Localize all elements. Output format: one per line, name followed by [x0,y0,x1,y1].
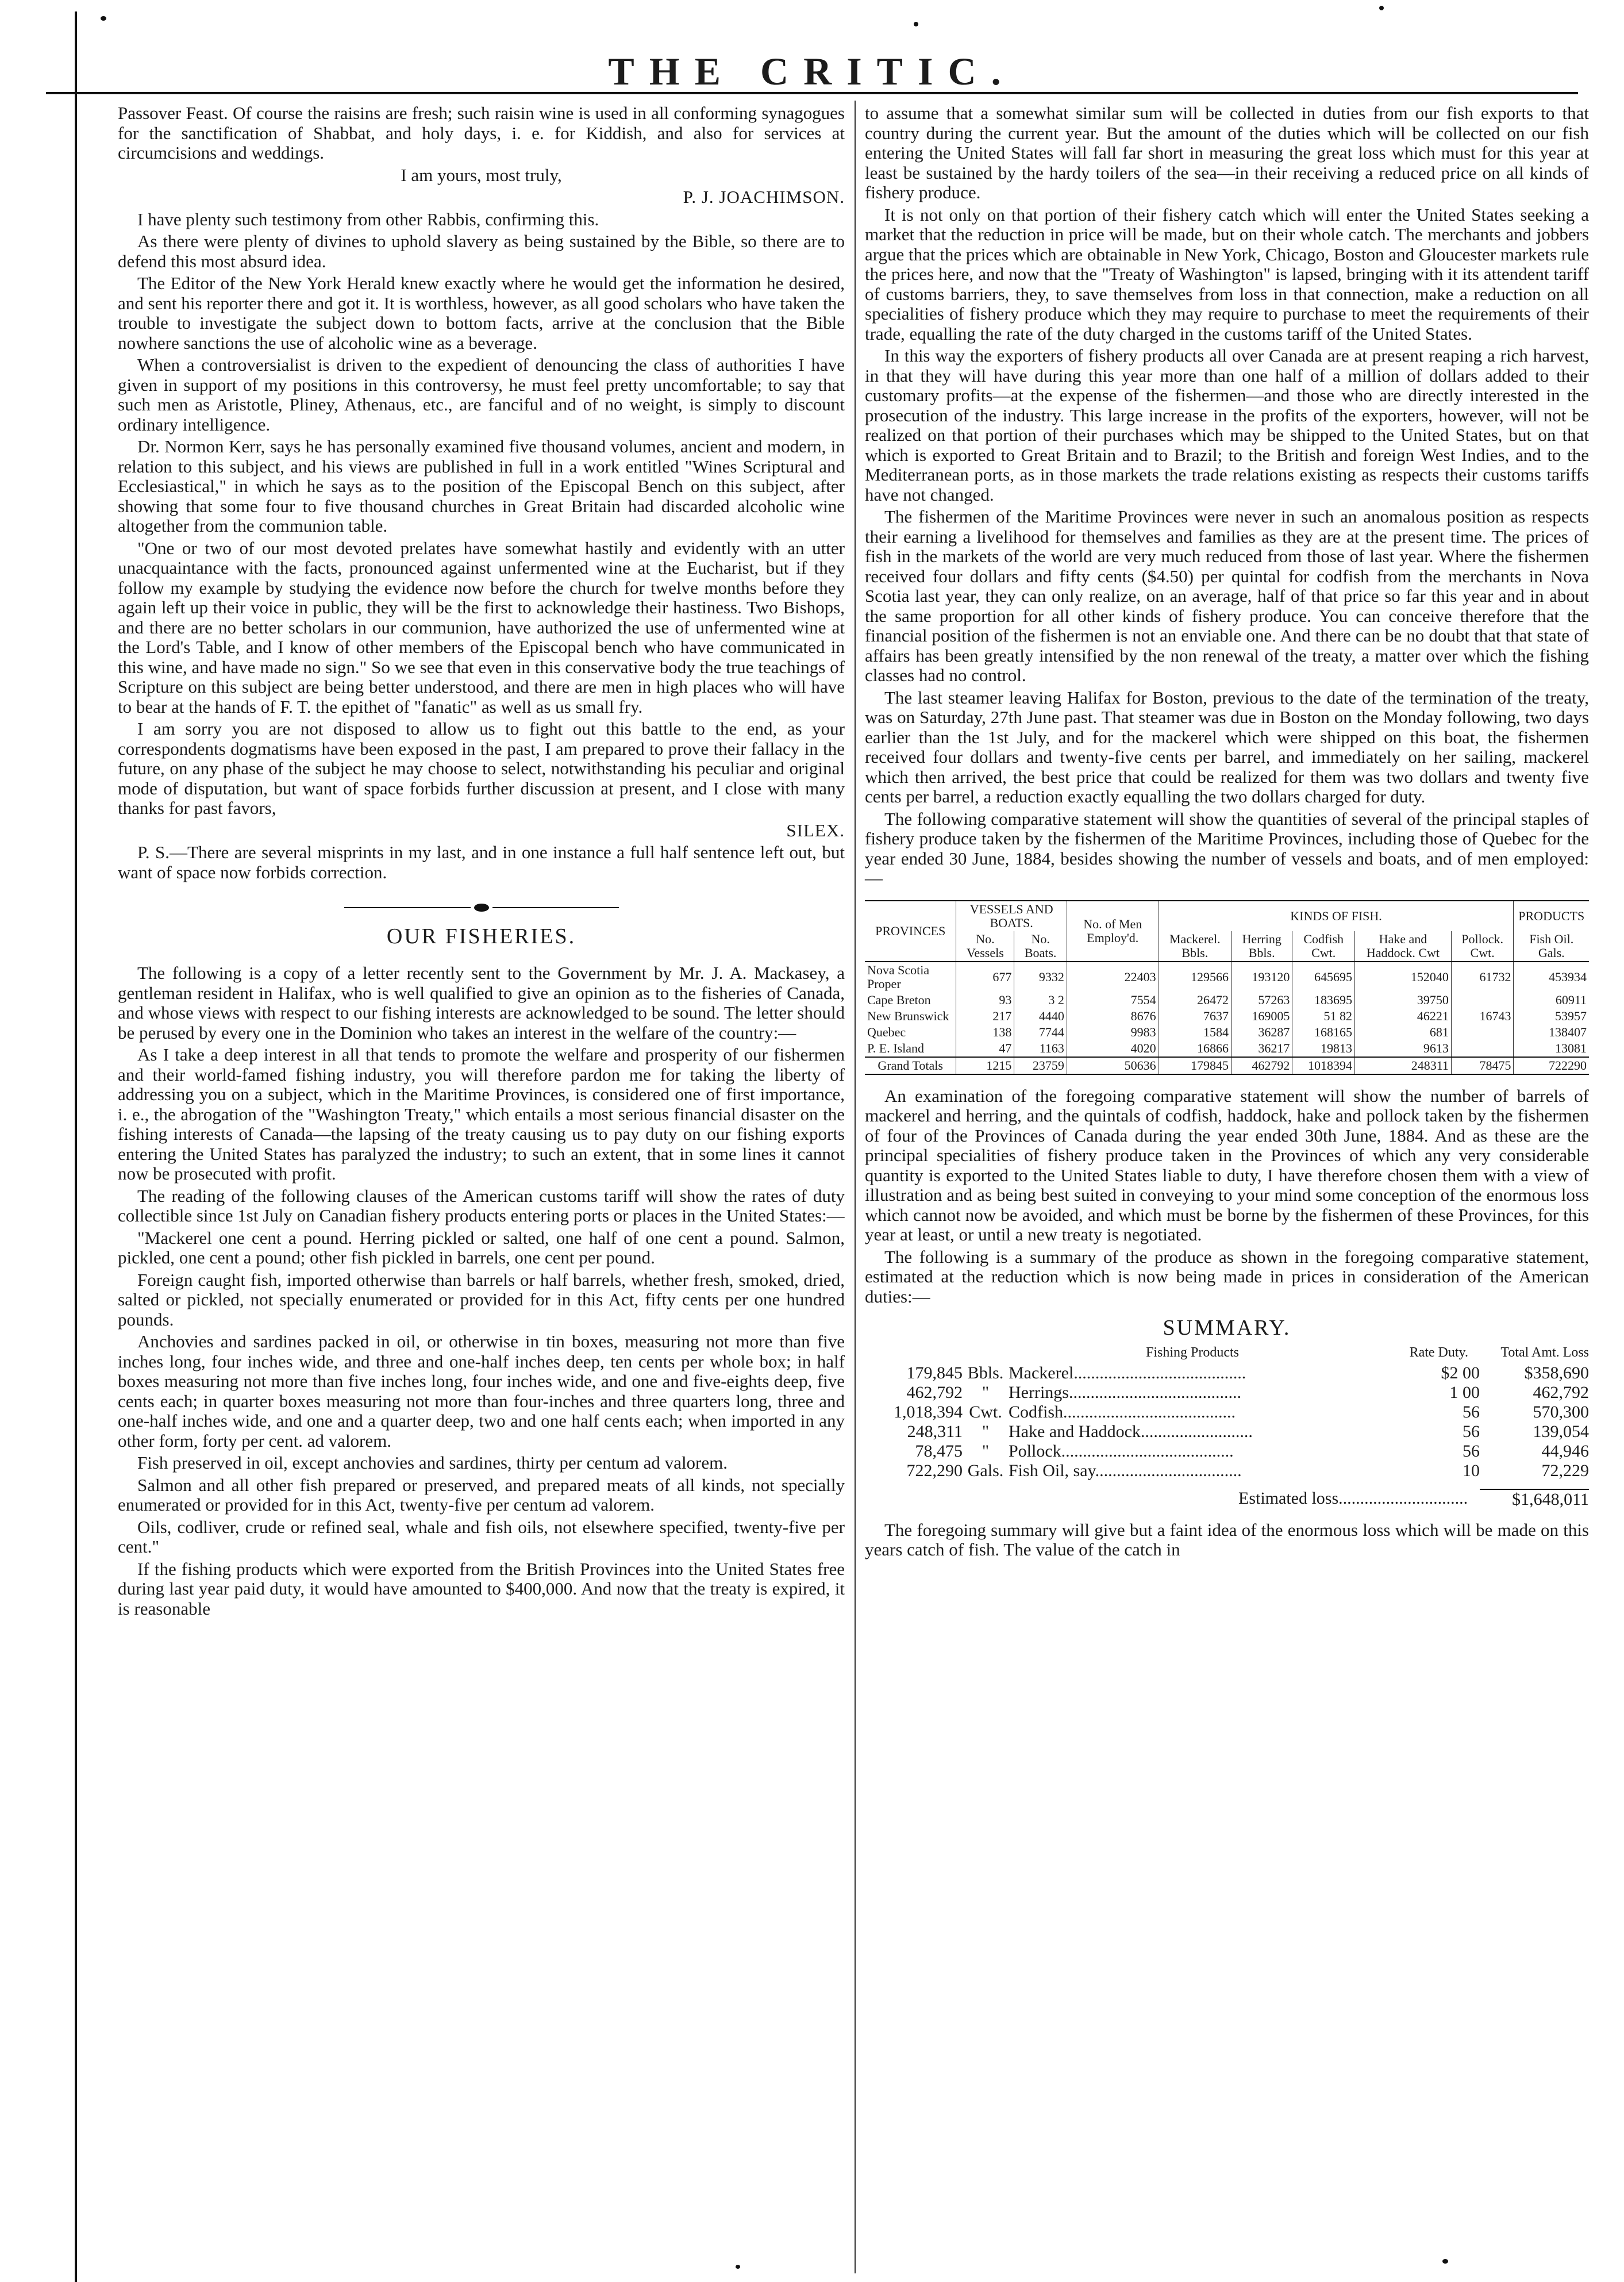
cell-oil: 13081 [1514,1040,1589,1057]
summary-estimated-loss [865,1489,1589,1510]
summary-header-rate: Rate Duty. [1409,1344,1468,1360]
cell-men: 8676 [1067,1008,1159,1024]
header-products: PRODUCTS [1514,901,1589,931]
cell-vessels: 138 [956,1024,1014,1040]
summary-total-value: $1,648,011 [1480,1489,1589,1510]
paragraph: An examination of the foregoing comparative statement will show the number of barrels of mackerel and herring, and the quintals of codfish, haddock, hake and pollock taken by the fishermen of four of the Provinces of Canada during the year ended 30th June, 1884. And as these are the principal specialities of fishery produce taken in the Provinces of which any very considerable quantity is exported to the United States liable to duty, I have therefore chosen them with a view of illustration and as being best suited in conveying to your mind some conception of the enormous loss which cannot now be avoided, and which must be borne by the fishermen of these Provinces, for this year at least, or until a new treaty is negotiated. [865,1085,1589,1244]
header-herring: Herring Bbls. [1232,931,1292,962]
cell-herring: 57263 [1232,992,1292,1008]
summary-qty: 462,792 [906,1383,963,1402]
paragraph: As there were plenty of divines to uphold slavery as being sustained by the Bible, so there are to defend this most absurd idea. [118,231,845,271]
print-speck [101,16,106,21]
table-row [865,1024,1589,1040]
cell-mackerel: 1584 [1159,1024,1231,1040]
cell-men: 22403 [1067,962,1159,992]
summary-rate: $2 00 [1441,1363,1480,1382]
cell-boats: 9332 [1014,962,1067,992]
cell-men: 4020 [1067,1040,1159,1057]
cell-hake: 681 [1355,1024,1452,1040]
left-column [118,103,845,1621]
cell-mackerel: 7637 [1159,1008,1231,1024]
paragraph: "One or two of our most devoted prelates have somewhat hastily and evidently with an utter unacquaintance with the facts, pronounced against unfermented wine at the Eucharist, but if they follow my example by studying the evidence now before the church for twelve months before they again left up their voice in public, they will be the first to acknowledge their hastiness. Two Bishops, and there are no better scholars in our communion, have authorized the use of unfermented wine at the Lord's Table, and I know of other members of the Episcopal bench who have communicated in this wine, and have made no sign." So we see that even in this conservative body the true teachings of Scripture on this subject are being better understood, and there are men in high places who will have to bear at the hands of F. T. the epithet of "fanatic" as well as us small fry. [118,537,845,717]
cell-mackerel: 129566 [1159,962,1231,992]
paragraph: The following comparative statement will show the quantities of several of the principal staples of fishery produce taken by the fishermen of the Maritime Provinces, including those of Quebec for the year ended 30 June, 1884, besides showing the number of vessels and boats, and of men employed:— [865,808,1589,888]
section-title: OUR FISHERIES. [386,924,576,948]
cell-total-oil: 722290 [1514,1057,1589,1074]
cell-oil: 60911 [1514,992,1589,1008]
cell-vessels: 677 [956,962,1014,992]
summary-unit: " [982,1383,990,1402]
header-hake: Hake and Haddock. Cwt [1355,931,1452,962]
header-men: No. of Men Employ'd. [1067,901,1159,962]
summary-qty: 179,845 [906,1363,963,1382]
table-total-row [865,1057,1589,1074]
summary-row [865,1383,1589,1403]
cell-total-men: 50636 [1067,1057,1159,1074]
print-speck [736,2265,740,2269]
summary-qty: 1,018,394 [894,1403,963,1422]
cell-herring: 36287 [1232,1024,1292,1040]
paragraph: The last steamer leaving Halifax for Boston, previous to the date of the termination of the treaty, was on Saturday, 27th June past. That steamer was due in Boston on the Monday following, two days earlier than the 1st July, and for the mackerel which were shipped on this boat, the fishermen received four dollars and twenty-five cents per barrel, and immediately on her sailing, mackerel which then arrived, the best price that could be realized for them was two dollars and twenty five cents per barrel, a reduction exactly equalling the two dollars charged for duty. [865,687,1589,806]
header-no-vessels: No. Vessels [956,931,1014,962]
cell-total-hake: 248311 [1355,1057,1452,1074]
cell-codfish: 168165 [1292,1024,1355,1040]
summary-product: Hake and Haddock.......................... [1009,1422,1253,1441]
page-edge-rule [75,11,77,2282]
cell-mackerel: 26472 [1159,992,1231,1008]
summary-row [865,1422,1589,1442]
summary-total-label: Estimated loss.............................. [1238,1489,1468,1508]
cell-hake: 39750 [1355,992,1452,1008]
summary-total: 139,054 [1533,1422,1589,1441]
paragraph: If the fishing products which were exported from the British Provinces into the United States free during last year paid duty, it would have amounted to $400,000. And now that the treaty is expired, it is reasonable [118,1558,845,1619]
right-column [865,103,1589,1562]
cell-mackerel: 16866 [1159,1040,1231,1057]
summary-header-products: Fishing Products [1145,1344,1240,1360]
summary-product: Pollock........................................ [1009,1442,1234,1461]
header-rule [46,92,1578,94]
paragraph: When a controversialist is driven to the expedient of denouncing the class of authorities I have given in support of my positions in this controversy, he must feel pretty uncomfortable; to say that such men as Aristotle, Pliney, Athenaus, etc., are fanciful and of no weight, is simply to discount ordinary intelligence. [118,355,845,435]
cell-vessels: 217 [956,1008,1014,1024]
cell-oil: 138407 [1514,1024,1589,1040]
summary-total: $358,690 [1524,1363,1589,1382]
letter-signature: P. J. JOACHIMSON. [683,187,845,207]
table-row [865,962,1589,992]
paragraph: Foreign caught fish, imported otherwise than barrels or half barrels, whether fresh, smoked, dried, salted or pickled, not specially enumerated or provided for in this Act, fifty cents per one hundred pounds. [118,1269,845,1330]
cell-codfish: 645695 [1292,962,1355,992]
summary-unit: " [982,1422,990,1441]
summary-qty: 248,311 [907,1422,963,1441]
paragraph: The Editor of the New York Herald knew exactly where he would get the information he desired, and sent his reporter there and got it. It is worthless, however, as all good scholars who have taken the trouble to investigate the subject down to bottom facts, arrive at the conclusion that the Bible nowhere sanctions the use of alcoholic wine as a beverage. [118,273,845,353]
print-speck [914,22,918,26]
cell-total-vessels: 1215 [956,1057,1014,1074]
summary-unit: " [982,1442,990,1461]
summary-product: Fish Oil, say.................................. [1009,1461,1242,1480]
cell-herring: 193120 [1232,962,1292,992]
cell-pollock: 16743 [1451,1008,1514,1024]
summary-header [865,1343,1589,1363]
cell-codfish: 19813 [1292,1040,1355,1057]
paragraph: "Mackerel one cent a pound. Herring pickled or salted, one half of one cent a pound. Salmon, pickled, one cent a pound; other fish pickled in barrels, one cent per pound. [118,1227,845,1267]
cell-province: Cape Breton [867,992,931,1007]
cell-vessels: 93 [956,992,1014,1008]
summary-row [865,1363,1589,1383]
cell-total-label: Grand Totals [865,1057,956,1074]
paragraph: The foregoing summary will give but a faint idea of the enormous loss which will be made on this years catch of fish. The value of the catch in [865,1519,1589,1559]
summary-total: 44,946 [1541,1442,1589,1461]
summary-qty: 722,290 [906,1461,963,1480]
paragraph: Fish preserved in oil, except anchovies and sardines, thirty per centum ad valorem. [137,1453,728,1473]
cell-province: Quebec [867,1024,906,1039]
cell-province: Nova Scotia Proper [865,962,956,992]
summary-total: 570,300 [1533,1403,1589,1422]
table-row [865,1040,1589,1057]
header-fish-oil: Fish Oil. Gals. [1514,931,1589,962]
summary-title: SUMMARY. [1163,1316,1291,1340]
paragraph: As I take a deep interest in all that tends to promote the welfare and prosperity of our fishermen and their world-famed fishing industry, you will therefore pardon me for taking the liberty of addressing you on a subject, which in the Maritime Provinces, is considered one of first importance, i. e., the abrogation of the "Washington Treaty," which entails a most serious financial disaster on the fishing interests of Canada—the lapsing of the treaty causing us to pay duty on our fishing exports entering the United States has paralyzed the industry; to such an extent, that in some lines it cannot now be prosecuted with profit. [118,1044,845,1184]
print-speck [1442,2259,1448,2264]
cell-oil: 453934 [1514,962,1589,992]
paragraph: The fishermen of the Maritime Provinces were never in such an anomalous position as respects their earning a livelihood for themselves and families as they are at the present time. The prices of fish in the markets of the world are very much reduced from those of last year. Where the fishermen received four dollars and fifty cents ($4.50) per quintal for codfish from the merchants in Nova Scotia last year, they can only realize, on an average, half of that price so far this year and in about the same proportion for all other kinds of fishery produce. You can conceive therefore that the financial position of the fishermen is not an enviable one. And there can be no doubt that that state of affairs has been greatly intensified by the non renewal of the treaty, a matter over which the fishing classes had no control. [865,506,1589,685]
header-provinces: PROVINCES [865,901,956,962]
letter-signature: SILEX. [786,820,845,840]
cell-total-codfish: 1018394 [1292,1057,1355,1074]
paragraph: Anchovies and sardines packed in oil, or otherwise in tin boxes, measuring not more than five inches long, four inches wide, and three and one-half inches deep, ten cents per whole box; in half boxes measuring not more than five inches long, four inches wide, and one and five-eights deep, five cents each; in quarter boxes measuring not more than four-inches and three quarters long, three and one-half inches wide, and one and a quarter deep, two and one half cents each; when imported in any other form, forty per cent. ad valorem. [118,1331,845,1451]
cell-pollock: 61732 [1451,962,1514,992]
cell-men: 7554 [1067,992,1159,1008]
header-kinds: KINDS OF FISH. [1159,901,1514,931]
cell-herring: 169005 [1232,1008,1292,1024]
cell-pollock [1451,1040,1514,1057]
cell-total-pollock: 78475 [1451,1057,1514,1074]
summary-product: Mackerel........................................ [1009,1363,1246,1382]
cell-herring: 36217 [1232,1040,1292,1057]
print-speck [1379,6,1384,10]
header-no-boats: No. Boats. [1014,931,1067,962]
paragraph: The following is a summary of the produce as shown in the foregoing comparative statement, estimated at the reduction which is now being made in prices in consideration of the American duties:— [865,1246,1589,1307]
paragraph: The reading of the following clauses of the American customs tariff will show the rates of duty collectible since 1st July on Canadian fishery products entering ports or places in the United States:— [118,1185,845,1225]
summary-product: Codfish........................................ [1009,1403,1236,1422]
cell-pollock [1451,1024,1514,1040]
summary-unit: Gals. [967,1461,1004,1480]
summary-row [865,1461,1589,1481]
summary-row [865,1403,1589,1422]
table-row [865,1008,1589,1024]
cell-vessels: 47 [956,1040,1014,1057]
header-pollock: Pollock. Cwt. [1451,931,1514,962]
header-mackerel: Mackerel. Bbls. [1159,931,1231,962]
column-divider [855,101,856,2273]
paragraph: The following is a copy of a letter recently sent to the Government by Mr. J. A. Mackasey, a gentleman resident in Halifax, who is well qualified to give an opinion as to the fisheries of Canada, and whose views with respect to our fishing interests are acknowledged to be sound. The letter should be perused by every one in the Dominion who takes an interest in the welfare of the country:— [118,963,845,1043]
paragraph: I have plenty such testimony from other Rabbis, confirming this. [137,209,599,229]
header-codfish: Codfish Cwt. [1292,931,1355,962]
summary-product: Herrings........................................ [1009,1383,1241,1402]
paragraph: Salmon and all other fish prepared or preserved, and prepared meats of all kinds, not specially enumerated or provided for in this Act, twenty-five per centum ad valorem. [118,1474,845,1515]
paragraph: In this way the exporters of fishery products all over Canada are at present reaping a rich harvest, in that they will have during this year more than one half of a million of dollars added to their customary profits—at the expense of the fishermen—and those who are directly interested in the prosecution of the industry. This large increase in the profits of the exporters, however, will not be realized on that portion of their purchases which may be shipped to the United States, but on that which is exported to Great Britain and to Brazil; to the British and foreign West Indies, and to the Mediterranean ports, as in those markets the trade relations existing as respects their customs tariffs have not changed. [865,345,1589,505]
summary-rate: 56 [1463,1422,1480,1441]
fisheries-table [865,900,1589,1075]
cell-codfish: 183695 [1292,992,1355,1008]
section-ornament [118,896,845,916]
paragraph: Dr. Normon Kerr, says he has personally examined five thousand volumes, ancient and modern, in relation to this subject, and his views are published in full in a work entitled "Wines Scriptural and Ecclesiastical," in which he says as to the position of the Episcopal Bench on this subject, after showing that some four to five thousand churches in Great Britain had discarded alcoholic wine altogether from the communion table. [118,436,845,536]
cell-boats: 3 2 [1014,992,1067,1008]
masthead-title: THE CRITIC. [608,49,1016,93]
summary-unit: Cwt. [969,1403,1002,1422]
cell-province: New Brunswick [867,1008,949,1023]
cell-boats: 7744 [1014,1024,1067,1040]
cell-total-herring: 462792 [1232,1057,1292,1074]
cell-boats: 4440 [1014,1008,1067,1024]
cell-hake: 9613 [1355,1040,1452,1057]
postscript: P. S.—There are several misprints in my last, and in one instance a full half sentence left out, but want of space now forbids correction. [118,842,845,882]
summary-rate: 1 00 [1449,1383,1480,1402]
summary-rate: 10 [1463,1461,1480,1480]
paragraph: Passover Feast. Of course the raisins are fresh; such raisin wine is used in all conforming synagogues for the sanctification of Shabbat, and holy days, i. e. for Kiddish, and also for services at circumcisions and weddings. [118,103,845,163]
paragraph: to assume that a somewhat similar sum will be collected in duties from our fish exports to that country during the current year. But the amount of the duties which will be collected on our fish entering the United States will fall far short in measuring the great loss which must for this year at least be sustained by the hardy toilers of the sea—in their receiving a reduced price on all kinds of fishery produce. [865,103,1589,202]
paragraph: Oils, codliver, crude or refined seal, whale and fish oils, not elsewhere specified, twenty-five per cent." [118,1516,845,1557]
summary-header-total: Total Amt. Loss [1500,1344,1589,1360]
summary-total: 462,792 [1533,1383,1589,1402]
cell-codfish: 51 82 [1292,1008,1355,1024]
cell-pollock [1451,992,1514,1008]
summary-total: 72,229 [1541,1461,1589,1480]
letter-closing: I am yours, most truly, [401,164,562,185]
cell-oil: 53957 [1514,1008,1589,1024]
cell-province: P. E. Island [867,1040,924,1055]
summary-qty: 78,475 [915,1442,963,1461]
summary-row [865,1442,1589,1461]
table-row [865,992,1589,1008]
paragraph: It is not only on that portion of their fishery catch which will enter the United States seeking a market that the reduction in price will be made, but on their whole catch. The merchants and jobbers argue that the prices which are obtainable in New York, Chicago, Boston and Gloucester markets rule the prices here, and now that the "Treaty of Washington" is lapsed, bringing with it its attendent tariff of customs barriers, they, to save themselves from loss in that connection, make a reduction on all specialities of fishery produce which they may require to purchase to meet the requirements of their trade, equalling the rate of the duty charged in the customs tariff of the United States. [865,204,1589,344]
summary-rate: 56 [1463,1442,1480,1461]
cell-total-mackerel: 179845 [1159,1057,1231,1074]
cell-hake: 152040 [1355,962,1452,992]
summary-rate: 56 [1463,1403,1480,1422]
summary-unit: Bbls. [967,1363,1004,1382]
paragraph: I am sorry you are not disposed to allow us to fight out this battle to the end, as your correspondents dogmatisms have been exposed in the past, I am prepared to prove their fallacy in the future, on any phase of the subject he may choose to select, notwithstanding his peculiar and original mode of disputation, but want of space forbids further discussion at present, and I close with many thanks for past favors, [118,719,845,818]
cell-total-boats: 23759 [1014,1057,1067,1074]
cell-hake: 46221 [1355,1008,1452,1024]
cell-boats: 1163 [1014,1040,1067,1057]
cell-men: 9983 [1067,1024,1159,1040]
header-vessels: VESSELS AND BOATS. [956,901,1067,931]
